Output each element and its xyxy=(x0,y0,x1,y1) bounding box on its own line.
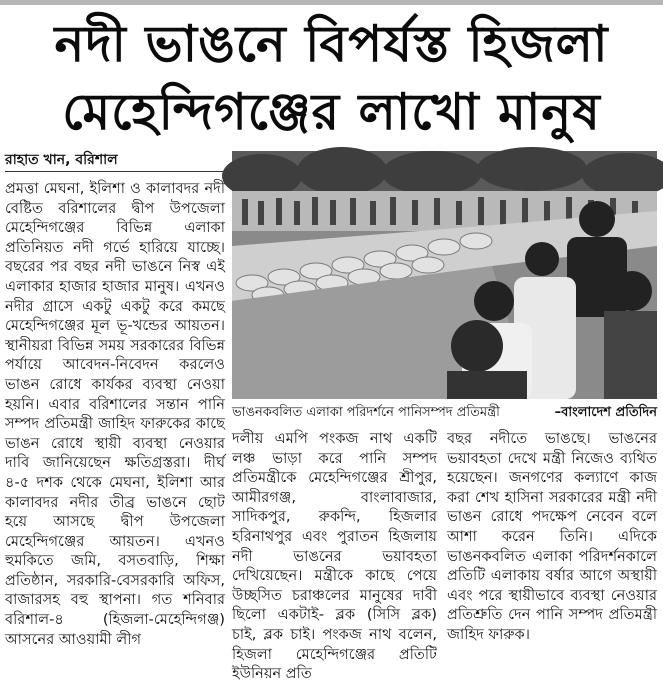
headline-line-1: নদী ভাঙনে বিপর্যস্ত হিজলা xyxy=(54,15,609,73)
photo-illustration xyxy=(232,151,657,399)
photo-caption: ভাঙনকবলিত এলাকা পরিদর্শনে পানিসম্পদ প্রতিমন্ত্রী xyxy=(232,405,500,420)
photo-caption-row xyxy=(232,404,657,421)
article-column-3: বছর নদীতে ভাঙছে। ভাঙনের ভয়াবহতা দেখে মন্ত্রী নিজেও ব্যথিত হয়েছেন। জনগণের কল্যাণে কাজ করা শেখ হাসিনা সরকারের মন্ত্রী নদী ভাঙন রোধে পদক্ষেপ নেবেন বলে আশা করেন তিনি। এদিকে ভাঙনকবলিত এলাকা পরিদর্শনকালে প্রতিটি এলাকায় বর্ষার আগে অস্থায়ী এবং পরে স্থায়ীভাবে ব্যবস্থা নেওয়ার প্রতিশ্রুতি দেন পানি সম্পদ প্রতিমন্ত্রী জাহিদ ফারুক। xyxy=(447,430,657,643)
byline: রাহাত খান, বরিশাল xyxy=(5,151,225,172)
news-photo xyxy=(232,151,657,399)
headline-line-2: মেহেন্দিগঞ্জের লাখো মানুষ xyxy=(62,83,601,141)
article-column-1: প্রমত্তা মেঘনা, ইলিশা ও কালাবদর নদী বেষ্টিত বরিশালের দ্বীপ উপজেলা মেহেন্দিগঞ্জের বিভিন্ন এলাকা প্রতিনিয়ত নদী গর্ভে হারিয়ে যাচ্ছে। বছরের পর বছর নদী ভাঙনে নিস্ব এই এলাকার হাজার হাজার মানুষ। এখনও নদীর গ্রাসে একটু একটু করে কমছে মেহেন্দিগঞ্জের মূল ভূ-খন্ডের আয়তন। স্থানীয়রা বিভিন্ন সময় সরকারের বিভিন্ন পর্যায়ে আবেদন-নিবেদন করলেও ভাঙন রোধে কার্যকর ব্যবস্থা নেওয়া হয়নি। এবার বরিশালের সন্তান পানি সম্পদ প্রতিমন্ত্রী জাহিদ ফারুকের কাছে ভাঙন রোধে স্থায়ী ব্যবস্থা নেওয়ার দাবি জানিয়েছেন ক্ষতিগ্রস্তরা। দীর্ঘ ৪-৫ দশক থেকে মেঘনা, ইলিশা আর কালাবদর নদীর তীব্র ভাঙনে ছোট হয়ে আসছে দ্বীপ উপজেলা মেহেন্দিগঞ্জের আয়তন। এখনও হুমকিতে জমি, বসতবাড়ি, শিক্ষা প্রতিষ্ঠান, সরকারি-বেসরকারি অফিস, বাজারসহ বহু স্থাপনা। গত শনিবার বরিশাল-৪ (হিজলা-মেহেন্দিগঞ্জ) আসনের আওয়ামী লীগ xyxy=(5,180,225,648)
article-column-2: দলীয় এমপি পংকজ নাথ একটি লঞ্চ ভাড়া করে পানি সম্পদ প্রতিমন্ত্রীকে মেহেন্দিগঞ্জের শ্রীপুর, আমীরগঞ্জ, বাংলাবাজার, সাদিকপুর, রুকন্দি, হিজলার হরিনাথপুর এবং পুরাতন হিজলায় নদী ভাঙনের ভয়াবহতা দেখিয়েছেন। মন্ত্রীকে কাছে পেয়ে উচ্ছসিত চরাঞ্চলের মানুষের দাবী ছিলো একটাই- ব্লক (সিসি ব্লক) চাই, ব্লক চাই। পংকজ নাথ বলেন, হিজলা মেহেন্দিগঞ্জের প্রতিটি ইউনিয়ন প্রতি xyxy=(232,430,437,683)
top-rule xyxy=(0,0,663,5)
photo-credit: –বাংলাদেশ প্রতিদিন xyxy=(554,405,657,420)
